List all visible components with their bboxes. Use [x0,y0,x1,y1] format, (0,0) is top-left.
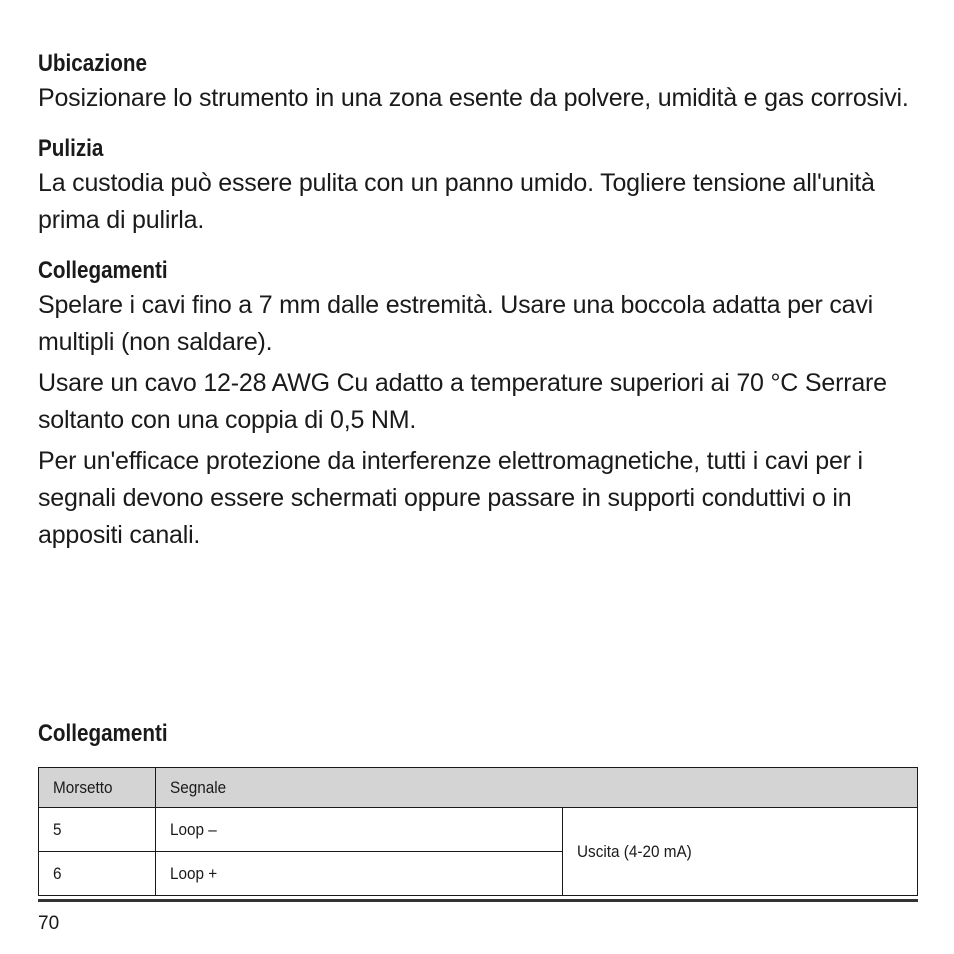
table-section-heading: Collegamenti [38,720,168,747]
column-header-terminal: Morsetto [39,768,156,808]
output-note-cell: Uscita (4-20 mA) [563,808,918,896]
terminal-cell: 5 [39,808,156,852]
terminal-cell: 6 [39,852,156,896]
paragraph-ubicazione: Posizionare lo strumento in una zona esente da polvere, umidità e gas corrosivi. [38,84,909,112]
signal-cell: Loop + [156,852,563,896]
section-heading-pulizia: Pulizia [38,135,104,162]
page-number: 70 [38,913,60,934]
paragraph-collegamenti-3: Per un'efficace protezione da interferenze elettromagnetiche, tutti i cavi per i segnali devono essere schermati oppure passare in supporti conduttivi o in appositi canali. [38,447,863,549]
signal-cell: Loop – [156,808,563,852]
table-row [39,808,918,852]
column-header-signal: Segnale [156,768,918,808]
table-header-row [39,768,918,808]
terminal-table [38,767,918,896]
section-heading-ubicazione: Ubicazione [38,50,147,77]
page-content [38,48,918,554]
footer-rule [38,899,918,902]
paragraph-collegamenti-2: Usare un cavo 12-28 AWG Cu adatto a temperature superiori ai 70 °C Serrare soltanto con una coppia di 0,5 NM. [38,369,887,434]
paragraph-pulizia: La custodia può essere pulita con un panno umido. Togliere tensione all'unità prima di pulirla. [38,169,875,234]
section-heading-collegamenti: Collegamenti [38,257,168,284]
paragraph-collegamenti-1: Spelare i cavi fino a 7 mm dalle estremità. Usare una boccola adatta per cavi multipli (non saldare). [38,291,874,356]
